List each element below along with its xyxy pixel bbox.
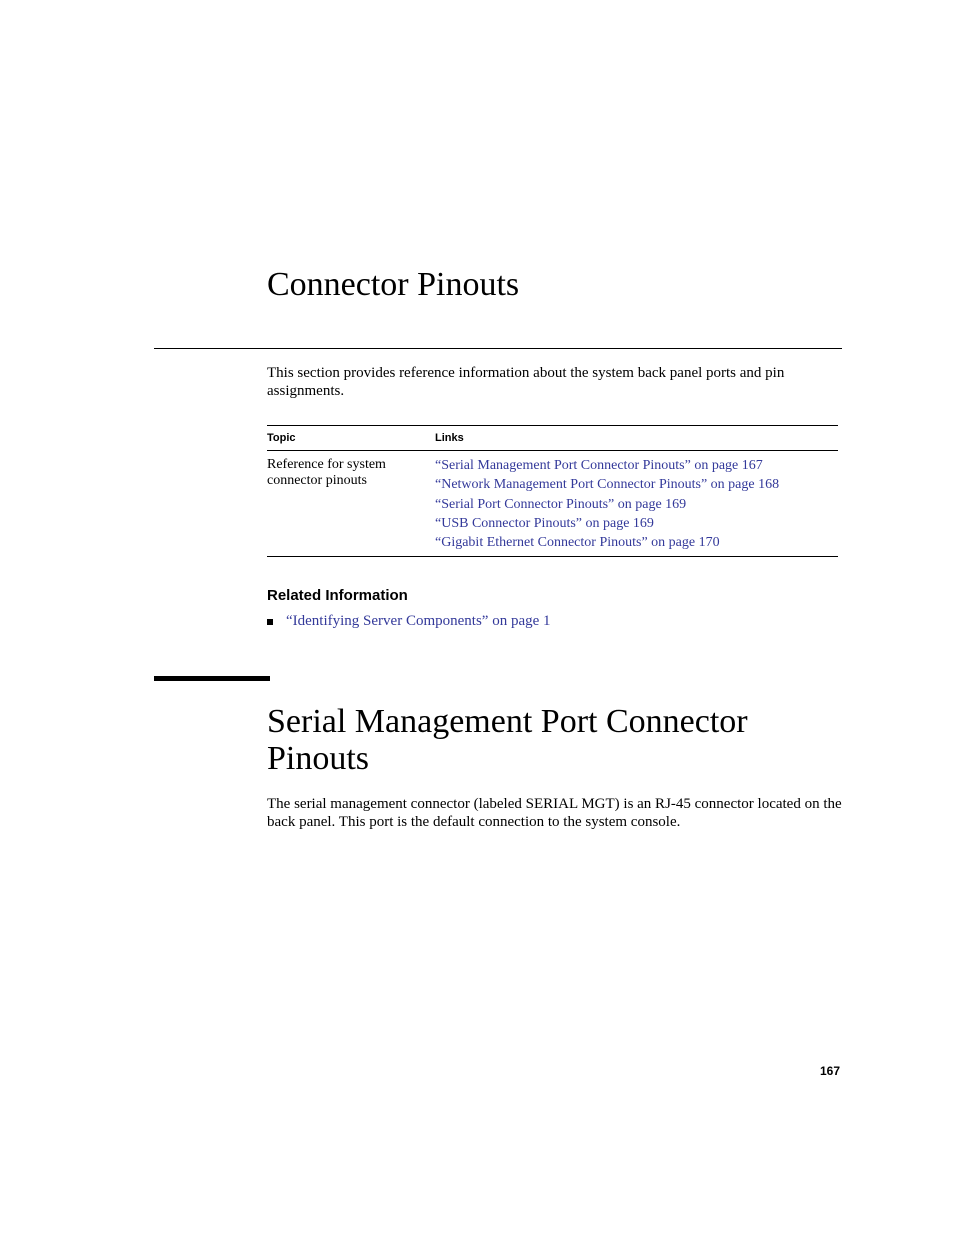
topic-table (267, 425, 838, 557)
chapter-title: Connector Pinouts (267, 266, 520, 303)
table-row (267, 451, 838, 557)
section-divider (154, 676, 270, 681)
column-header-links: Links (435, 426, 838, 451)
link-serial-port[interactable]: “Serial Port Connector Pinouts” on page 169 (435, 496, 687, 512)
related-information-list (267, 612, 551, 630)
topic-cell: Reference for system connector pinouts (267, 451, 435, 557)
link-usb-connector[interactable]: “USB Connector Pinouts” on page 169 (435, 515, 654, 531)
column-header-topic: Topic (267, 426, 435, 451)
related-information-heading: Related Information (267, 587, 408, 604)
link-identifying-server-components[interactable]: “Identifying Server Components” on page 1 (286, 613, 551, 629)
section-body: The serial management connector (labeled SERIAL MGT) is an RJ-45 connector located on the back panel. This port is the default connection to the system console. (267, 796, 842, 830)
chapter-intro: This section provides reference information about the system back panel ports and pin assignments. (267, 365, 785, 399)
link-list (435, 456, 838, 552)
page-number: 167 (819, 1064, 840, 1078)
square-bullet-icon (267, 619, 273, 625)
links-cell (435, 451, 838, 557)
link-gigabit-ethernet[interactable]: “Gigabit Ethernet Connector Pinouts” on page 170 (435, 535, 720, 551)
link-serial-management-port[interactable]: “Serial Management Port Connector Pinouts” on page 167 (435, 458, 763, 473)
section-title: Serial Management Port Connector Pinouts (267, 703, 748, 777)
chapter-divider (154, 348, 842, 349)
link-network-management-port[interactable]: “Network Management Port Connector Pinouts” on page 168 (435, 477, 780, 493)
list-item (267, 612, 551, 630)
table-header-row (267, 426, 838, 451)
